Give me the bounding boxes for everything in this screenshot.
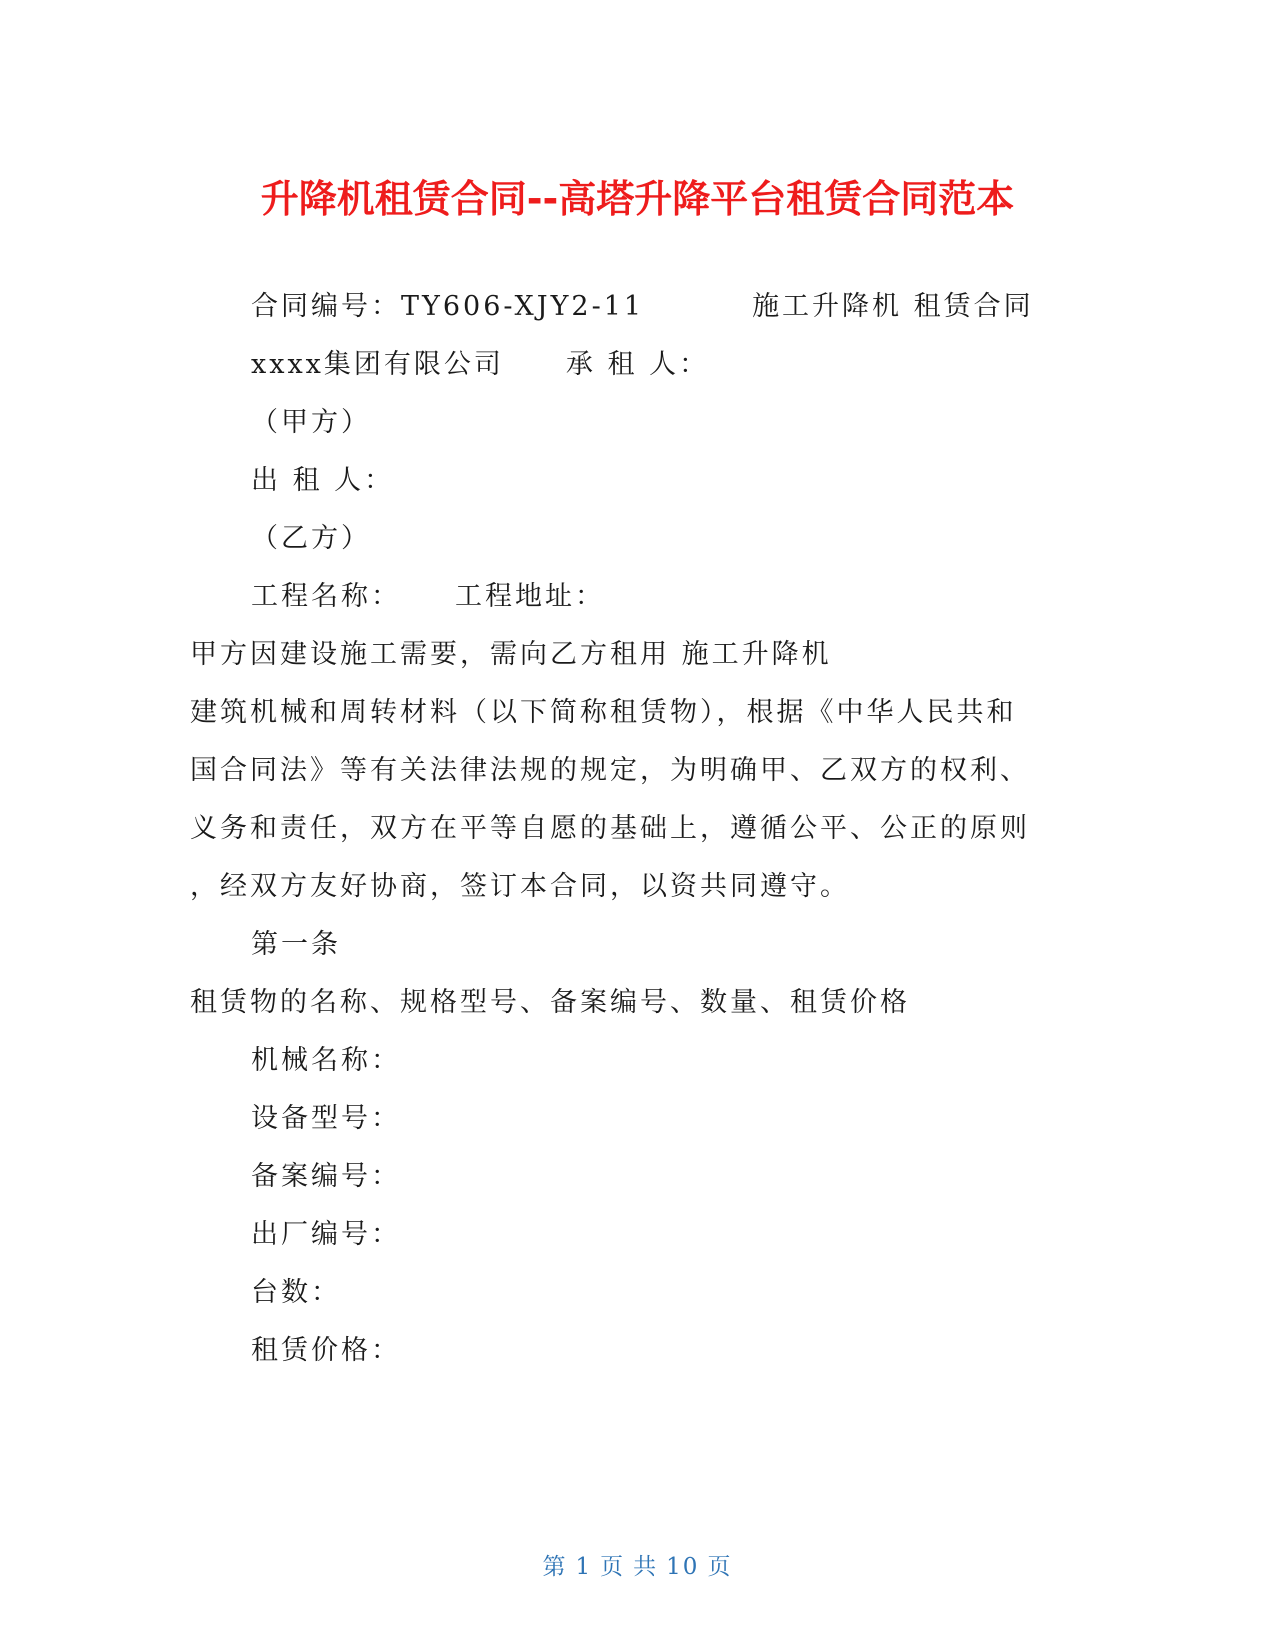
document-title: 升降机租赁合同--高塔升降平台租赁合同范本 xyxy=(260,177,1015,221)
lessor-label: 出 租 人： xyxy=(251,465,395,496)
field-equipment-model: 设备型号： xyxy=(251,1103,401,1134)
footer-page-word: 第 xyxy=(542,1554,568,1580)
footer-page-unit: 页 xyxy=(600,1554,626,1580)
footer-total-word: 共 xyxy=(633,1554,659,1580)
contract-number: 合同编号：TY606-XJY2-11 xyxy=(251,291,645,322)
project-name-label: 工程名称： xyxy=(251,581,401,612)
contract-type: 施工升降机 租赁合同 xyxy=(752,291,1034,322)
footer-total-unit: 页 xyxy=(707,1554,733,1580)
company-name: xxxx集团有限公司 xyxy=(251,349,504,380)
footer-total-pages: 10 xyxy=(666,1554,700,1580)
field-machine-name: 机械名称： xyxy=(251,1045,401,1076)
page-footer xyxy=(0,1548,1275,1581)
paragraph-line: 甲方因建设施工需要，需向乙方租用 施工升降机 xyxy=(190,639,832,670)
article-title: 租赁物的名称、规格型号、备案编号、数量、租赁价格 xyxy=(190,987,910,1018)
paragraph-line: 建筑机械和周转材料（以下简称租赁物），根据《中华人民共和 xyxy=(190,697,1017,728)
paragraph-line: ，经双方友好协商，签订本合同，以资共同遵守。 xyxy=(190,871,850,902)
party-b: （乙方） xyxy=(251,523,371,554)
paragraph-line: 国合同法》等有关法律法规的规定，为明确甲、乙双方的权利、 xyxy=(190,755,1030,786)
project-address-label: 工程地址： xyxy=(455,581,605,612)
project-line xyxy=(251,580,605,614)
lessee-label: 承 租 人： xyxy=(565,349,710,380)
party-a: （甲方） xyxy=(251,407,371,438)
footer-current-page: 1 xyxy=(575,1554,593,1580)
field-record-number: 备案编号： xyxy=(251,1161,401,1192)
lessee-line xyxy=(251,348,709,382)
paragraph-line: 义务和责任，双方在平等自愿的基础上，遵循公平、公正的原则 xyxy=(190,813,1030,844)
field-unit-count: 台数： xyxy=(251,1277,341,1308)
contract-header-line xyxy=(251,290,1034,324)
article-heading: 第一条 xyxy=(251,929,341,960)
field-rental-price: 租赁价格： xyxy=(251,1335,401,1366)
field-factory-number: 出厂编号： xyxy=(251,1219,401,1250)
